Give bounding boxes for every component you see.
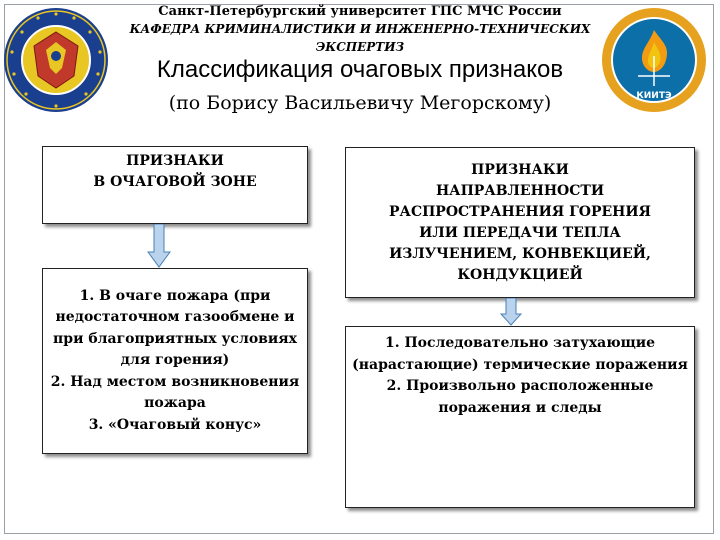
slide-subtitle: (по Борису Васильевичу Мегорскому) (168, 92, 552, 114)
down-arrow-icon (147, 224, 171, 268)
department-name-line1: КАФЕДРА КРИМИНАЛИСТИКИ И ИНЖЕНЕРНО-ТЕХНИЧЕСКИХ (129, 22, 591, 36)
directional-signs-box: ПРИЗНАКИ НАПРАВЛЕННОСТИ РАСПРОСТРАНЕНИЯ ГОРЕНИЯ ИЛИ ПЕРЕДАЧИ ТЕПЛА ИЗЛУЧЕНИЕМ, КОНВЕКЦИЕЙ, КОНДУКЦИЕЙ (345, 147, 695, 298)
directional-details-box: 1. Последовательно затухающие (нарастающие) термические поражения 2. Произвольно расположенные поражения и следы (345, 326, 695, 508)
focal-zone-details-box: 1. В очаге пожара (при недостаточном газообмене и при благоприятных условиях для горения) 2. Над местом возникновения пожара 3. «Очаговый конус» (42, 268, 308, 454)
focal-zone-signs-box: ПРИЗНАКИ В ОЧАГОВОЙ ЗОНЕ (42, 146, 308, 224)
university-name: Санкт-Петербургский университет ГПС МЧС России (158, 4, 562, 19)
down-arrow-icon (500, 298, 522, 326)
department-name-line2: ЭКСПЕРТИЗ (315, 40, 405, 54)
slide-title: Классификация очаговых признаков (156, 56, 564, 83)
department-emblem-text: КИИТЭ (636, 91, 672, 101)
